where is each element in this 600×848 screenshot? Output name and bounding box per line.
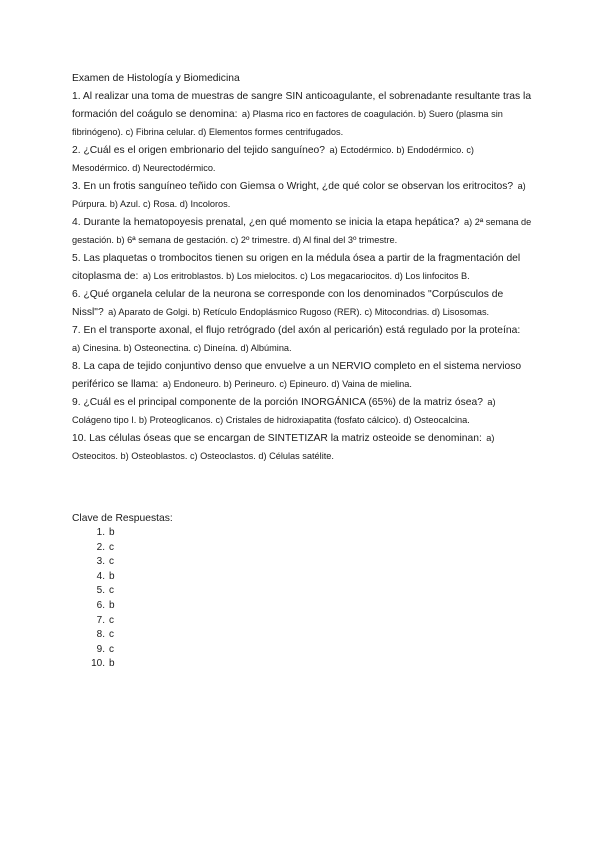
question-stem: 7. En el transporte axonal, el flujo retrógrado (del axón al pericarión) está regulado por la proteína: (72, 325, 521, 336)
answer-letter: c (109, 629, 114, 641)
question-4 (72, 212, 532, 248)
question-options: a) Los eritroblastos. b) Los mielocitos. c) Los megacariocitos. d) Los linfocitos B. (142, 271, 470, 281)
question-3 (72, 176, 532, 212)
answer-number: 3. (96, 556, 105, 568)
question-2 (72, 140, 532, 176)
answer-number: 5. (96, 585, 105, 597)
answer-letter: b (109, 658, 115, 670)
question-5 (72, 248, 532, 284)
question-options: a) Ectodérmico. b) Endodérmico. c) Mesodérmico. d) Neurectodérmico. (72, 145, 474, 173)
answer-item (72, 541, 532, 556)
question-stem: 5. Las plaquetas o trombocitos tienen su origen en la médula ósea a partir de la fragmentación del citoplasma de: (72, 253, 521, 282)
answer-item (72, 570, 532, 585)
question-options: a) Endoneuro. b) Perineuro. c) Epineuro. d) Vaina de mielina. (162, 379, 412, 389)
question-stem: 1. Al realizar una toma de muestras de sangre SIN anticoagulante, el sobrenadante resultante tras la formación del coágulo se denomina: (72, 91, 532, 120)
question-options: a) 2ª semana de gestación. b) 6ª semana de gestación. c) 2º trimestre. d) Al final del 3º trimestre. (72, 217, 532, 245)
answer-item (72, 526, 532, 541)
answer-letter: c (109, 614, 114, 626)
answer-letter: c (109, 541, 114, 553)
question-stem: 2. ¿Cuál es el origen embrionario del tejido sanguíneo? (72, 145, 326, 156)
answer-number: 10. (91, 658, 105, 670)
document-page (72, 71, 532, 672)
question-options: a) Osteocitos. b) Osteoblastos. c) Osteoclastos. d) Células satélite. (72, 433, 495, 461)
answer-letter: c (109, 643, 114, 655)
question-options: a) Colágeno tipo I. b) Proteoglicanos. c) Cristales de hidroxiapatita (fosfato cálcico). d) Osteocalcina. (72, 397, 496, 425)
question-stem: 3. En un frotis sanguíneo teñido con Giemsa o Wright, ¿de qué color se observan los eritrocitos? (72, 181, 514, 192)
answer-number: 2. (96, 541, 105, 553)
question-options: a) Cinesina. b) Osteonectina. c) Dineína. d) Albúmina. (72, 343, 292, 353)
answer-item (72, 555, 532, 570)
answer-item (72, 628, 532, 643)
question-8 (72, 356, 532, 392)
answer-letter: b (109, 527, 115, 538)
question-stem: 10. Las células óseas que se encargan de SINTETIZAR la matriz osteoide se denominan: (72, 433, 482, 444)
answer-key-list (72, 526, 532, 672)
answer-key-title: Clave de Respuestas: (72, 513, 173, 524)
answer-number: 6. (96, 599, 105, 611)
question-6 (72, 284, 532, 320)
answer-item (72, 657, 532, 672)
question-stem: 6. ¿Qué organela celular de la neurona se corresponde con los denominados "Corpúsculos de Nissl"? (72, 289, 504, 318)
answer-letter: c (109, 556, 114, 568)
answer-item (72, 643, 532, 658)
question-10 (72, 428, 532, 464)
question-1 (72, 86, 532, 140)
answer-letter: c (109, 585, 114, 597)
answer-letter: b (109, 570, 115, 582)
answer-item (72, 584, 532, 599)
question-stem: 8. La capa de tejido conjuntivo denso que envuelve a un NERVIO completo en el sistema nervioso periférico se llama: (72, 361, 522, 390)
exam-title: Examen de Histología y Biomedicina (72, 73, 240, 84)
answer-item (72, 599, 532, 614)
question-list (72, 86, 532, 464)
answer-letter: b (109, 599, 115, 611)
question-options: a) Aparato de Golgi. b) Retículo Endoplásmico Rugoso (RER). c) Mitocondrias. d) Lisosomas. (108, 307, 490, 317)
question-7 (72, 320, 532, 356)
question-options: a) Plasma rico en factores de coagulación. b) Suero (plasma sin fibrinógeno). c) Fibrina celular. d) Elementos formes centrifugados. (72, 109, 503, 137)
answer-number: 9. (96, 643, 105, 655)
question-stem: 4. Durante la hematopoyesis prenatal, ¿en qué momento se inicia la etapa hepática? (72, 217, 460, 228)
question-stem: 9. ¿Cuál es el principal componente de la porción INORGÁNICA (65%) de la matriz ósea? (72, 397, 483, 408)
answer-number: 1. (96, 527, 105, 538)
answer-number: 8. (96, 629, 105, 641)
answer-number: 7. (96, 614, 105, 626)
answer-number: 4. (96, 570, 105, 582)
question-options: a) Púrpura. b) Azul. c) Rosa. d) Incoloros. (72, 181, 526, 209)
answer-item (72, 614, 532, 629)
question-9 (72, 392, 532, 428)
